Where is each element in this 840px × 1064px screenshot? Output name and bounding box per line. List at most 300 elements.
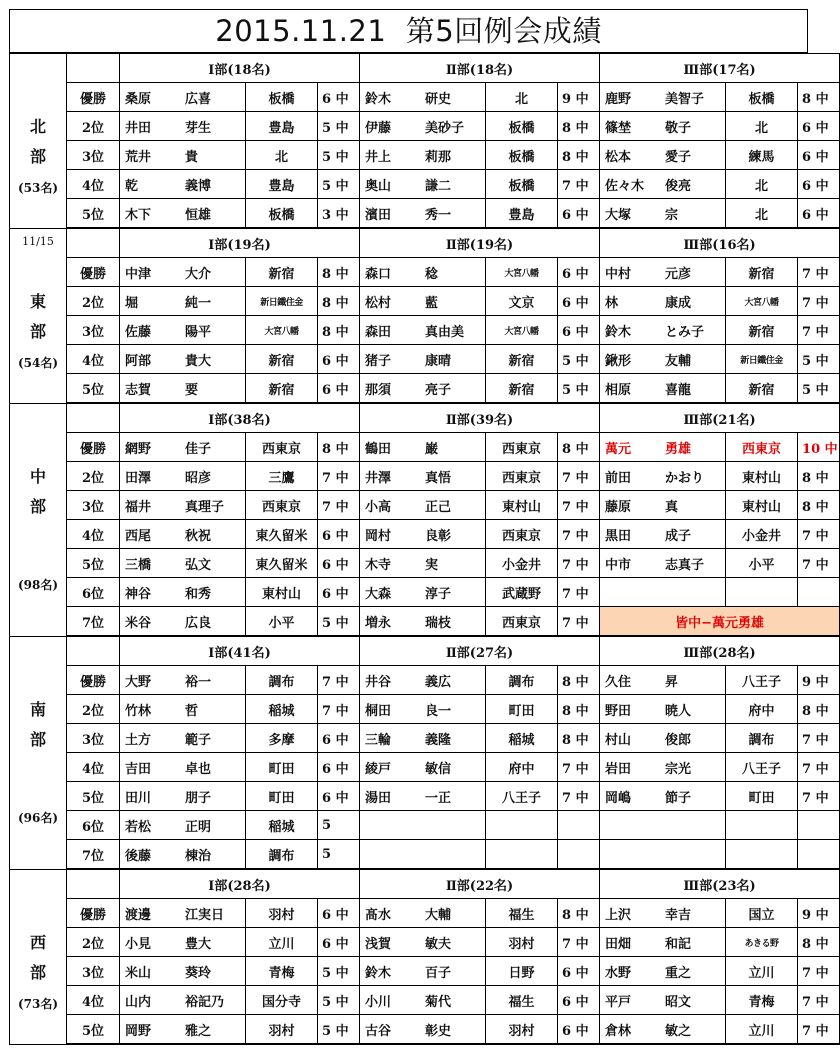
- given-name: 昭文: [665, 994, 692, 1010]
- family-name: 森口: [365, 266, 392, 282]
- given-name: 朋子: [185, 790, 212, 806]
- player-name: [600, 316, 726, 345]
- player-name: [600, 840, 726, 870]
- club-name: 北: [726, 170, 798, 199]
- given-name: 実: [425, 557, 439, 573]
- score: 7 中: [558, 549, 600, 578]
- score: 9 中: [798, 666, 840, 695]
- club-name: 板橋: [486, 170, 558, 199]
- player-name: [360, 957, 486, 986]
- section-label-wrap: [10, 404, 66, 634]
- given-name: 広喜: [185, 91, 212, 107]
- given-name: 愛子: [665, 149, 692, 165]
- club-name: 羽村: [246, 899, 318, 928]
- family-name: 水野: [605, 965, 632, 981]
- player-name: [600, 491, 726, 520]
- score: 6 中: [798, 199, 840, 229]
- player-name: [360, 520, 486, 549]
- score: 6 中: [558, 316, 600, 345]
- score: 8 中: [318, 316, 360, 345]
- club-name: 羽村: [486, 928, 558, 957]
- given-name: 真理子: [185, 499, 225, 515]
- player-name: [360, 724, 486, 753]
- player-name: [600, 753, 726, 782]
- club-name: [726, 840, 798, 870]
- club-name: [726, 811, 798, 840]
- section-label-north: [10, 54, 67, 229]
- club-name: 八王子: [726, 666, 798, 695]
- given-name: 一正: [425, 790, 452, 806]
- given-name: 佳子: [185, 441, 212, 457]
- player-name: [120, 112, 246, 141]
- score: 6 中: [558, 1015, 600, 1045]
- division-header: Ⅱ部(22名): [360, 869, 600, 899]
- score: 6 中: [798, 170, 840, 199]
- player-name: [600, 899, 726, 928]
- family-name: 浅賀: [365, 936, 392, 952]
- player-name: [600, 578, 726, 607]
- score: 6 中: [798, 112, 840, 141]
- player-name: [600, 345, 726, 374]
- player-name: [120, 928, 246, 957]
- score: 6 中: [558, 199, 600, 229]
- club-name: 大宮八幡: [246, 316, 318, 345]
- family-name: 小高: [365, 499, 392, 515]
- club-name: 東村山: [486, 491, 558, 520]
- division-header: Ⅰ部(19名): [120, 228, 360, 258]
- given-name: 真: [665, 499, 679, 515]
- given-name: 大輔: [425, 907, 452, 923]
- section-label-wrap: [10, 637, 66, 867]
- family-name: 中村: [605, 266, 632, 282]
- division-header: Ⅲ部(21名): [600, 403, 840, 433]
- family-name: 三橋: [125, 557, 152, 573]
- score: 6 中: [318, 374, 360, 404]
- player-name: [360, 316, 486, 345]
- score: 9 中: [558, 83, 600, 112]
- given-name: 正己: [425, 499, 452, 515]
- club-name: 羽村: [486, 1015, 558, 1045]
- family-name: 岩田: [605, 761, 632, 777]
- rank-header: [67, 54, 120, 83]
- family-name: 荒井: [125, 149, 152, 165]
- player-name: [360, 986, 486, 1015]
- given-name: 幸吉: [665, 907, 692, 923]
- table-row: [10, 782, 840, 811]
- family-name: 平戸: [605, 994, 632, 1010]
- club-name: 八王子: [486, 782, 558, 811]
- section-char-1: 中: [29, 466, 46, 486]
- club-name: 町田: [246, 753, 318, 782]
- section-header-row: [10, 869, 840, 899]
- given-name: 俊郎: [665, 732, 692, 748]
- given-name: 巌: [425, 441, 439, 457]
- given-name: 康成: [665, 295, 692, 311]
- player-name: [600, 258, 726, 287]
- family-name: 木下: [125, 207, 152, 223]
- club-name: 豊島: [486, 199, 558, 229]
- table-row: [10, 170, 840, 199]
- table-row: [10, 986, 840, 1015]
- given-name: 百子: [425, 965, 452, 981]
- given-name: 真由美: [425, 324, 465, 340]
- score: [798, 840, 840, 870]
- section-label-wrap: [10, 229, 66, 401]
- score: 7 中: [798, 753, 840, 782]
- player-name: [120, 899, 246, 928]
- family-name: 小川: [365, 994, 392, 1010]
- given-name: 葵玲: [185, 965, 212, 981]
- player-name: [600, 433, 726, 462]
- table-row: [10, 141, 840, 170]
- given-name: 真悟: [425, 470, 452, 486]
- given-name: 莉那: [425, 149, 452, 165]
- player-name: [360, 258, 486, 287]
- rank-label: 4位: [67, 986, 120, 1015]
- club-name: 小平: [246, 607, 318, 637]
- player-name: [120, 957, 246, 986]
- score: [558, 840, 600, 870]
- player-name: [600, 83, 726, 112]
- player-name: [600, 549, 726, 578]
- given-name: 義広: [425, 674, 452, 690]
- score: 6 中: [558, 258, 600, 287]
- section-date-note: 11/15: [22, 234, 54, 248]
- family-name: 阿部: [125, 353, 152, 369]
- rank-label: 6位: [67, 811, 120, 840]
- section-count: (98名): [17, 577, 59, 592]
- given-name: 卓也: [185, 761, 212, 777]
- club-name: 新宿: [246, 258, 318, 287]
- club-name: 西東京: [726, 433, 798, 462]
- family-name: 奥山: [365, 178, 392, 194]
- family-name: 桑原: [125, 91, 152, 107]
- score: 3 中: [318, 199, 360, 229]
- player-name: [120, 316, 246, 345]
- club-name: 小金井: [486, 549, 558, 578]
- score: 6 中: [318, 345, 360, 374]
- division-header: Ⅰ部(41名): [120, 636, 360, 666]
- club-name: 立川: [246, 928, 318, 957]
- player-name: [120, 607, 246, 637]
- family-name: 上沢: [605, 907, 632, 923]
- table-row: [10, 112, 840, 141]
- table-row: [10, 1015, 840, 1045]
- player-name: [360, 199, 486, 229]
- score: 5 中: [318, 957, 360, 986]
- score: 7 中: [558, 170, 600, 199]
- given-name: 和記: [665, 936, 692, 952]
- rank-label: 4位: [67, 753, 120, 782]
- given-name: 貴大: [185, 353, 212, 369]
- division-header: Ⅱ部(19名): [360, 228, 600, 258]
- player-name: [360, 607, 486, 637]
- table-row: [10, 957, 840, 986]
- club-name: 豊島: [246, 112, 318, 141]
- player-name: [360, 170, 486, 199]
- given-name: 俊亮: [665, 178, 692, 194]
- table-row: [10, 607, 840, 637]
- player-name: [600, 986, 726, 1015]
- family-name: 久住: [605, 674, 632, 690]
- score: 7 中: [558, 462, 600, 491]
- score: 8 中: [558, 724, 600, 753]
- club-name: 立川: [726, 1015, 798, 1045]
- rank-label: 優勝: [67, 433, 120, 462]
- club-name: 府中: [726, 695, 798, 724]
- family-name: 吉田: [125, 761, 152, 777]
- player-name: [600, 811, 726, 840]
- club-name: 小平: [726, 549, 798, 578]
- given-name: かおり: [665, 470, 705, 486]
- given-name: 芽生: [185, 120, 212, 136]
- club-name: [726, 578, 798, 607]
- score: 7 中: [798, 258, 840, 287]
- club-name: 板橋: [726, 83, 798, 112]
- family-name: 中市: [605, 557, 632, 573]
- score: 6 中: [558, 957, 600, 986]
- given-name: 棟治: [185, 848, 212, 864]
- family-name: 田畑: [605, 936, 632, 952]
- score: 7 中: [318, 462, 360, 491]
- table-row: [10, 316, 840, 345]
- player-name: [360, 112, 486, 141]
- family-name: 大森: [365, 586, 392, 602]
- family-name: 山内: [125, 994, 152, 1010]
- family-name: 神谷: [125, 586, 152, 602]
- score: 7 中: [558, 491, 600, 520]
- section-label-central: [10, 403, 67, 636]
- given-name: 大介: [185, 266, 212, 282]
- section-count: (73名): [17, 996, 59, 1011]
- player-name: [120, 811, 246, 840]
- family-name: 土方: [125, 732, 152, 748]
- table-row: [10, 491, 840, 520]
- score: 5 中: [318, 986, 360, 1015]
- score: 10 中: [798, 433, 840, 462]
- rank-label: 5位: [67, 782, 120, 811]
- player-name: [600, 1015, 726, 1045]
- table-row: [10, 520, 840, 549]
- score: 7 中: [798, 724, 840, 753]
- score: 6 中: [318, 578, 360, 607]
- club-name: 豊島: [246, 170, 318, 199]
- rank-label: 6位: [67, 578, 120, 607]
- score: 5 中: [318, 141, 360, 170]
- club-name: 北: [246, 141, 318, 170]
- given-name: 豊大: [185, 936, 212, 952]
- score: 7 中: [318, 491, 360, 520]
- club-name: 府中: [486, 753, 558, 782]
- score: 7 中: [798, 986, 840, 1015]
- rank-label: 優勝: [67, 258, 120, 287]
- player-name: [360, 345, 486, 374]
- score: 7 中: [558, 753, 600, 782]
- given-name: 要: [185, 382, 199, 398]
- club-name: 稲城: [246, 811, 318, 840]
- family-name: 篠埜: [605, 120, 632, 136]
- table-row: [10, 811, 840, 840]
- club-name: あきる野: [726, 928, 798, 957]
- club-name: 福生: [486, 986, 558, 1015]
- club-name: 国立: [726, 899, 798, 928]
- club-name: 東村山: [246, 578, 318, 607]
- family-name: 後藤: [125, 848, 152, 864]
- player-name: [120, 578, 246, 607]
- score: 8 中: [798, 695, 840, 724]
- division-header: Ⅰ部(38名): [120, 403, 360, 433]
- club-name: 西東京: [486, 520, 558, 549]
- score: [798, 578, 840, 607]
- family-name: 福井: [125, 499, 152, 515]
- family-name: 若松: [125, 819, 152, 835]
- table-row: [10, 928, 840, 957]
- rank-label: 5位: [67, 374, 120, 404]
- player-name: [600, 724, 726, 753]
- given-name: 昭彦: [185, 470, 212, 486]
- player-name: [120, 549, 246, 578]
- score: 8 中: [558, 695, 600, 724]
- score: 6 中: [318, 899, 360, 928]
- results-table: [9, 53, 840, 1045]
- rank-label: 7位: [67, 840, 120, 870]
- family-name: 倉林: [605, 1023, 632, 1039]
- player-name: [360, 374, 486, 404]
- club-name: 新宿: [246, 374, 318, 404]
- rank-label: 4位: [67, 170, 120, 199]
- score: 6 中: [318, 753, 360, 782]
- club-name: 大宮八幡: [486, 316, 558, 345]
- score: 8 中: [798, 462, 840, 491]
- score: 6 中: [318, 83, 360, 112]
- player-name: [360, 141, 486, 170]
- section-label-west: [10, 869, 67, 1044]
- score: 8 中: [318, 287, 360, 316]
- score: 8 中: [318, 258, 360, 287]
- player-name: [120, 141, 246, 170]
- given-name: 貴: [185, 149, 199, 165]
- perfect-score-banner: 皆中−萬元勇雄: [600, 607, 840, 637]
- player-name: [120, 491, 246, 520]
- rank-label: 2位: [67, 287, 120, 316]
- club-name: 文京: [486, 287, 558, 316]
- table-row: [10, 345, 840, 374]
- family-name: 中津: [125, 266, 152, 282]
- division-header: Ⅲ部(28名): [600, 636, 840, 666]
- club-name: 北: [726, 112, 798, 141]
- section-char-1: 東: [29, 291, 46, 311]
- family-name: 井田: [125, 120, 152, 136]
- score: 6 中: [558, 287, 600, 316]
- score: 5 中: [558, 345, 600, 374]
- score: 5 中: [318, 1015, 360, 1045]
- section-label-wrap: [10, 870, 66, 1042]
- club-name: 西東京: [486, 433, 558, 462]
- club-name: 青梅: [726, 986, 798, 1015]
- given-name: 彰史: [425, 1023, 452, 1039]
- section-char-2: 部: [29, 496, 46, 516]
- family-name: 鈴木: [365, 91, 392, 107]
- club-name: [486, 840, 558, 870]
- table-row: [10, 899, 840, 928]
- score: 7 中: [558, 782, 600, 811]
- family-name: 相原: [605, 382, 632, 398]
- table-row: [10, 199, 840, 229]
- table-row: [10, 258, 840, 287]
- club-name: 新宿: [486, 345, 558, 374]
- family-name: 萬元: [605, 441, 632, 457]
- club-name: 北: [726, 199, 798, 229]
- table-row: [10, 374, 840, 404]
- player-name: [120, 374, 246, 404]
- club-name: 新宿: [246, 345, 318, 374]
- player-name: [600, 695, 726, 724]
- given-name: 稔: [425, 266, 439, 282]
- division-header: Ⅲ部(23名): [600, 869, 840, 899]
- given-name: 藍: [425, 295, 439, 311]
- rank-header: [67, 403, 120, 433]
- player-name: [120, 258, 246, 287]
- player-name: [120, 695, 246, 724]
- given-name: 純一: [185, 295, 212, 311]
- score: 6 中: [318, 724, 360, 753]
- score: 6 中: [318, 520, 360, 549]
- family-name: 岡嶋: [605, 790, 632, 806]
- table-row: [10, 83, 840, 112]
- club-name: 西東京: [486, 462, 558, 491]
- player-name: [600, 782, 726, 811]
- rank-label: 3位: [67, 316, 120, 345]
- score: 7 中: [798, 782, 840, 811]
- family-name: 濱田: [365, 207, 392, 223]
- division-header: Ⅲ部(16名): [600, 228, 840, 258]
- family-name: 鍬形: [605, 353, 632, 369]
- given-name: 恒雄: [185, 207, 212, 223]
- given-name: 亮子: [425, 382, 452, 398]
- rank-header: [67, 228, 120, 258]
- player-name: [360, 782, 486, 811]
- score: 7 中: [798, 549, 840, 578]
- player-name: [120, 666, 246, 695]
- family-name: 那須: [365, 382, 392, 398]
- club-name: 西東京: [246, 433, 318, 462]
- given-name: 秀一: [425, 207, 452, 223]
- score: 6 中: [318, 782, 360, 811]
- player-name: [600, 199, 726, 229]
- rank-label: 4位: [67, 345, 120, 374]
- division-header: Ⅱ部(39名): [360, 403, 600, 433]
- rank-label: 7位: [67, 607, 120, 637]
- given-name: 和秀: [185, 586, 212, 602]
- given-name: 裕一: [185, 674, 212, 690]
- table-row: [10, 695, 840, 724]
- table-row: [10, 287, 840, 316]
- club-name: 八王子: [726, 753, 798, 782]
- club-name: 新宿: [726, 258, 798, 287]
- rank-label: 5位: [67, 199, 120, 229]
- score: 5 中: [318, 170, 360, 199]
- given-name: 喜龍: [665, 382, 692, 398]
- family-name: 渡邊: [125, 907, 152, 923]
- given-name: 弘文: [185, 557, 212, 573]
- player-name: [120, 1015, 246, 1045]
- player-name: [360, 666, 486, 695]
- score: 7 中: [798, 520, 840, 549]
- score: 7 中: [318, 666, 360, 695]
- rank-header: [67, 636, 120, 666]
- family-name: 森田: [365, 324, 392, 340]
- club-name: 福生: [486, 899, 558, 928]
